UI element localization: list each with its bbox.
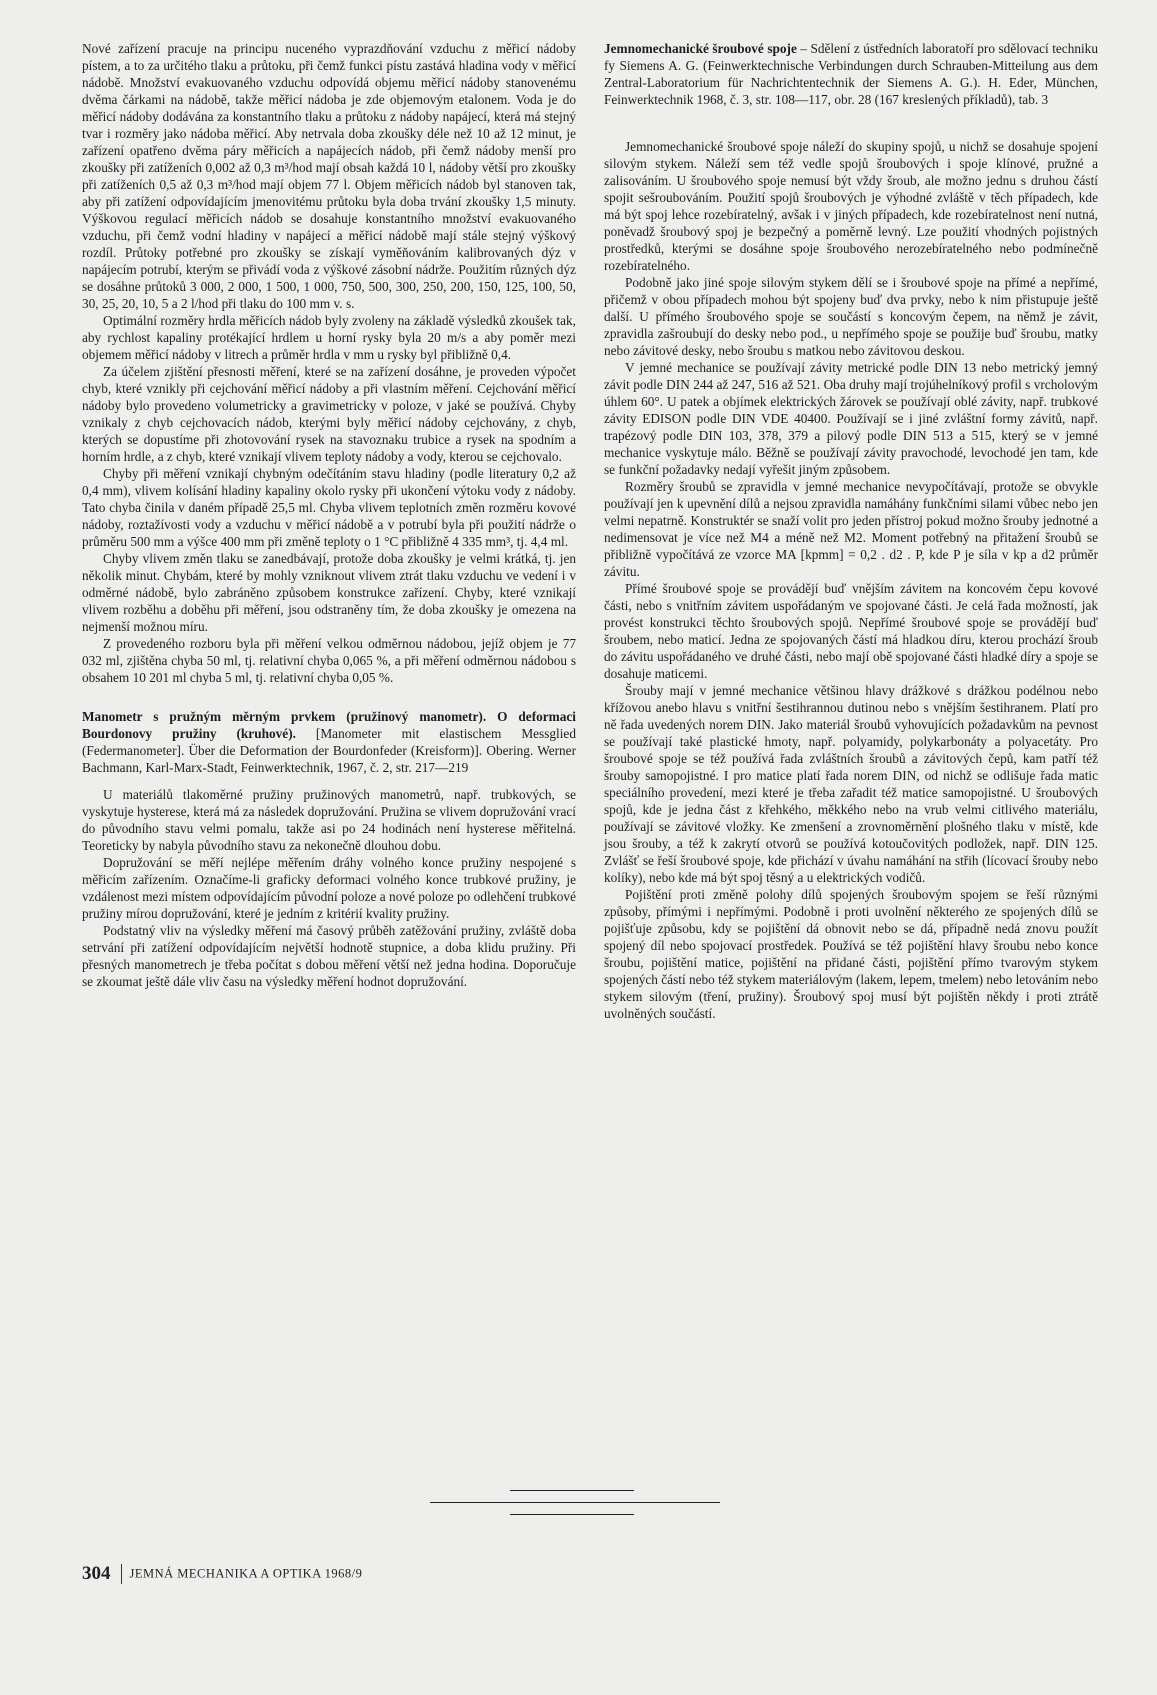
right-paragraph-3: V jemné mechanice se používají závity metrické podle DIN 13 nebo metrický jemný závit podle DIN 244 až 247, 516 až 521. Oba druhy mají trojúhelníkový profil s vrcholovým úhlem 60°. U patek a objímek elektrických žárovek se používají oblé závity, např. trubkové závity EDISON podle DIN VDE 40400. Používají se i jiné zvláštní formy závitů, např. trapézový podle DIN 103, 378, 379 a pilový podle DIN 513 a 515, který se v jemné mechanice vyskytuje málo. Běžně se používají závity pravochodé, levochodé jen tam, kde se funkční požadavky nedají vyřešit jiným způsobem.	[604, 360, 1098, 477]
left-paragraph-3: Za účelem zjištění přesnosti měření, které se na zařízení dosáhne, je proveden výpočet chyb, které vznikly při cejchování měřicí nádoby a při vlastním měření. Cejchování měřicí nádoby bylo provedeno volumetricky a gravimetricky v poloze, v jaké se používá. Chyby vznikaly z chyb cejchovacích nádob, kterými byly měřicí nádoby cejchovány, z chyb, kterých se dopustíme při zhotovování rysek na stavoznaku trubice a rysek na spodním a horním hrdle, a z chyb, které vznikají vlivem teploty nádoby a vody, kterou se cejchovalo.	[82, 364, 576, 464]
left-paragraph-4: Chyby při měření vznikají chybným odečítáním stavu hladiny (podle literatury 0,2 až 0,4 mm), vlivem kolísání hladiny kapaliny okolo rysky při ukončení výtoku vody z nádoby. Tato chyba činila v daném případě 25,5 ml. Chyba vlivem teplotních změn rozměru kovové nádoby, roztažívosti vody a vzduchu v měřicí nádobě a v potrubí byla při použití nádrže o průměru 500 mm a výšce 400 mm při změně teploty o 1 °C přibližně 4 335 mm³, tj. 4,4 ml.	[82, 466, 576, 549]
end-rule-bottom	[510, 1514, 634, 1515]
end-rule-top	[510, 1490, 634, 1491]
left-paragraph-8: Dopružování se měří nejlépe měřením dráhy volného konce pružiny nespojené s měřicím zařízením. Označíme-li graficky deformaci volného konce trubkové pružiny, je vzdálenost mezi místem odpovídajícím původní poloze a nové poloze po odlehčení trubkové pružiny mírou dopružování, které je jedním z kritérií kvality pružiny.	[82, 855, 576, 921]
left-column	[82, 40, 576, 990]
article-heading-sroubove-spoje	[604, 40, 1098, 108]
journal-title: JEMNÁ MECHANIKA A OPTIKA 1968/9	[129, 1566, 363, 1581]
page-footer	[82, 1563, 362, 1585]
left-paragraph-1: Nové zařízení pracuje na principu nuceného vyprazdňování vzduchu z měřicí nádoby pístem, a to za určitého tlaku a průtoku, při čemž funkci pístu zastává hladina vody v měřicí nádobě. Množství evakuovaného vzduchu odpovídá objemu měřicí nádoby stanovenému dvěma čárkami na nádobě, takže měřicí nádoba je zde objemovým etalonem. Voda je do měřicí nádoby dodávána za konstantního tlaku a průtoku z nádoby napájecí, která má stejný tvar i rozměry jako nádoba měřicí. Aby netrvala doba zkoušky déle než 10 až 12 minut, je zařízení opatřeno dvěma páry měřicích a napájecích nádob, při čemž nádoby menší pro zkoušky při zatíženích 0,002 až 0,3 m³/hod mají obsah každá 10 l, nádoby větší pro zkoušky při zatíženích 0,5 až 0,3 m³/hod mají objem 77 l. Objem měřicích nádob byl stanoven tak, aby při zatížení odpovídajícím jmenovitému průtoku byla doba trvání zkoušky 1,5 minuty. Výškovou regulací měřicích nádob se dosahuje konstantního množství evakuovaného vzduchu, při čemž vodní hladiny v napájecí a měřicí nádobě mají stále stejný výškový rozdíl. Průtoky potřebné pro zkoušky se získají vyměňováním kalibrovaných dýz v napájecím potrubí, kterým se přivádí voda z výškové zásobní nádrže. Použitím různých dýz se dosáhne průtoků 3 000, 2 000, 1 500, 1 000, 750, 500, 300, 250, 200, 150, 125, 100, 50, 30, 25, 20, 10, 5 a 2 l/hod při tlaku do 100 mm v. s.	[82, 41, 576, 311]
article-title-manometr: Manometr s pružným měrným prvkem (pružinový manometr). O deformaci Bourdonovy pružiny (kruhové).	[82, 709, 576, 741]
article-citation-manometr: [Manometer mit elastischem Messglied (Federmanometer]. Über die Deformation der Bourdonfeder (Kreisform)]. Obering. Werner Bachmann, Karl-Marx-Stadt, Feinwerktechnik, 1967, č. 2, str. 217—219	[82, 726, 576, 775]
right-paragraph-1: Jemnomechanické šroubové spoje náleží do skupiny spojů, u nichž se dosahuje spojení silovým stykem. Náleží sem též vedle spojů šroubových i spoje klínové, pružné a zalisováním. U šroubového spoje nemusí být vždy šroub, ale možno jednu s druhou částí spojit sešroubováním. Použití spojů šroubových je výhodné zvláště v těch případech, kde má být spoj lehce rozebíratelný, avšak i v jiných případech, kde rozebíratelnost není nutná, poněvadž šroubový spoj je bezpečný a poměrně levný. Lze použití vhodných pojistných prostředků, kterými se dosáhne spoje šroubového nerozebíratelného nebo podmínečně rozebíratelného.	[604, 139, 1098, 273]
article-heading-manometr	[82, 708, 576, 776]
article-title-sroubove-spoje: Jemnomechanické šroubové spoje	[604, 41, 797, 56]
left-paragraph-5: Chyby vlivem změn tlaku se zanedbávají, protože doba zkoušky je velmi krátká, tj. jen několik minut. Chybám, které by mohly vzniknout vlivem ztrát tlaku vzduchu ve vedení i v odměrné nádobě, bylo zabráněno způsobem konstrukce zařízení. Chyby, které vznikají vlivem rozběhu a doběhu při měření, jsou odstraněny tím, že doba zkoušky je omezena na nejmenší možnou míru.	[82, 551, 576, 634]
article-citation-sroubove-spoje: – Sdělení z ústředních laboratoří pro sdělovací techniku fy Siemens A. G. (Feinwerktechnische Verbindungen durch Schrauben-Mitteilung aus dem Zentral-Laboratorium für Nachrichtentechnik der Siemens A. G.). H. Eder, München, Feinwerktechnik 1968, č. 3, str. 108—117, obr. 28 (167 kreslených příkladů), tab. 3	[604, 41, 1098, 107]
left-paragraph-6: Z provedeného rozboru byla při měření velkou odměrnou nádobou, jejíž objem je 77 032 ml, zjištěna chyba 50 ml, tj. relativní chyba 0,065 %, a při měření odměrnou nádobou s obsahem 10 201 ml chyba 5 ml, tj. relativní chyba 0,05 %.	[82, 636, 576, 685]
end-rule-long	[430, 1502, 720, 1503]
left-paragraph-2: Optimální rozměry hrdla měřicích nádob byly zvoleny na základě výsledků zkoušek tak, aby rychlost kapaliny protékající hrdlem u horní rysky byla 20 m/s a aby poměr mezi objemem měřicí nádoby v litrech a průměr hrdla v mm u rysky byl přibližně 0,4.	[82, 313, 576, 362]
right-paragraph-5: Přímé šroubové spoje se provádějí buď vnějším závitem na koncovém čepu kovové části, nebo s vnitřním závitem uspořádaným ve spojované části. Je celá řada možností, jak provést konstrukci těchto šroubových spojů. Nepřímé šroubové spoje se provádějí buď šroubem, nebo maticí. Jedna ze spojovaných částí má hladkou díru, kterou prochází šroub do závitu uspořádaného ve druhé části, nebo mají obě spojované části hladké díry a spoje se dosahuje maticemi.	[604, 581, 1098, 681]
right-paragraph-2: Podobně jako jiné spoje silovým stykem dělí se i šroubové spoje na přímé a nepřímé, přičemž v obou případech mohou být spojeny buď dva prvky, nebo k nim přistupuje ještě další. U přímého šroubového spoje se součástí s koncovým čepem, na němž je závit, zpravidla zašroubují do desky nebo pod., u nepřímého spoje se použije buď šroubu, matky nebo závitové desky, nebo šroubu s matkou nebo závitovou deskou.	[604, 275, 1098, 358]
footer-separator	[121, 1564, 122, 1584]
right-paragraph-6: Šrouby mají v jemné mechanice většinou hlavy drážkové s drážkou podélnou nebo křížovou anebo hlavu s vnitřní šestihrannou dutinou nebo s vnějším šestihranem. Platí pro ně řada uvedených norem DIN. Jako materiál šroubů vyhovujících požadavkům na pevnost se používají také plastické hmoty, např. polyamidy, polykarbonáty a polyacetáty. Pro šroubové spoje se též používá řada zvláštních šroubů a závitových čepů, kam patří též šrouby samopojistné. I pro matice platí řada norem DIN, od nichž se odlišuje řada matic speciálního provedení, mezi které je třeba zařadit též matice samopojistné. U šroubových spojů, kde je jedna část z křehkého, měkkého nebo na vrub velmi citlivého materiálu, používají se závitové vložky. Ke zmenšení a zrovnoměrnění plošného tlaku v místě, kde jsou šrouby, a též k zakrytí otvorů se používá kotoučovitých podložek, např. DIN 125. Zvlášť se řeší šroubové spoje, kde přichází v úvahu namáhání na střih (lícovací šrouby nebo kolíky), nebo kde má být spoj těsný a u elektrických vodičů.	[604, 683, 1098, 885]
right-column	[604, 40, 1098, 1022]
left-paragraph-7: U materiálů tlakoměrné pružiny pružinových manometrů, např. trubkových, se vyskytuje hysterese, která má za následek dopružování. Pružina se vlivem dopružování vrací do původního stavu velmi pomalu, takže asi po 24 hodinách není hysterese měřitelná. Teoreticky by nabyla původního stavu za nekonečně dlouhou dobu.	[82, 787, 576, 853]
right-paragraph-4: Rozměry šroubů se zpravidla v jemné mechanice nevypočítávají, protože se obvykle používají jen k upevnění dílů a nejsou zpravidla namáhány funkčními silami vůbec nebo jen velmi nepatrně. Konstruktér se snaží volit pro jeden přístroj pokud možno šrouby jednotné a nedimensovat je více než M4 a méně než M2. Moment potřebný na přitažení šroubů se přibližně vypočítává ze vzorce MA [kpmm] = 0,2 . d2 . P, kde P je síla v kp a d2 průměr závitu.	[604, 479, 1098, 579]
right-paragraph-7: Pojištění proti změně polohy dílů spojených šroubovým spojem se řeší různými způsoby, přímými i nepřímými. Podobně i proti uvolnění některého ze spojených dílů se pojišťuje způsobu, kdy se pojištění dá obnovit nebo se dá, případně nedá znovu použít spojený díl nebo spojovací prostředek. Používá se též pojištění hlavy šroubu nebo konce šroubu, pojištění matice, pojištění na přidané části, pojištění přímo tvarovým stykem spojených částí nebo též stykem materiálovým (lakem, lepem, tmelem) nebo letováním nebo stykem silovým (tření, pružiny). Šroubový spoj musí být pojištěn někdy i proti ztrátě uvolněných součástí.	[604, 887, 1098, 1021]
page-number: 304	[82, 1563, 111, 1584]
left-paragraph-9: Podstatný vliv na výsledky měření má časový průběh zatěžování pružiny, zvláště doba setrvání při zatížení odpovídajícím největší hodnotě stupnice, a doba klidu pružiny. Při přesných manometrech je třeba počítat s dobou měření větší než jedna hodina. Doporučuje se zkoumat ještě dále vliv času na výsledky měření hodnot dopružování.	[82, 923, 576, 989]
